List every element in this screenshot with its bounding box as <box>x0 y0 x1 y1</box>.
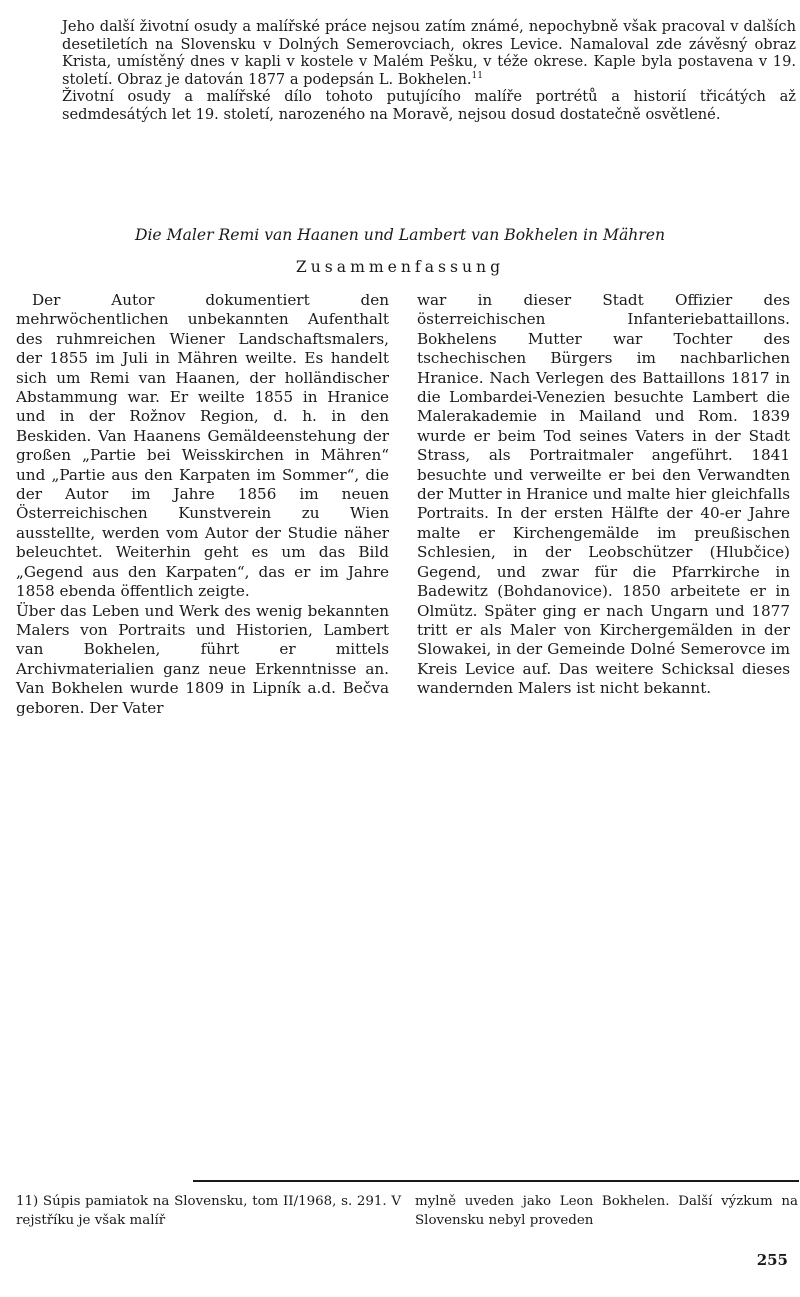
czech-paragraph-2: Životní osudy a malířské dílo tohoto putujícího malíře portrétů a historií třicátých až sedmdesátých let 19. století, narozeného na Moravě, nejsou dosud dostatečně osvětlené. <box>62 88 796 123</box>
czech-paragraph-1-text: Jeho další životní osudy a malířské práce nejsou zatím známé, nepochybně však pracoval v dalších desetiletích na Slovensku v Dolných Semerovciach, okres Levice. Namaloval zde závěsný obraz Krista, umístěný dnes v kapli v kostele v Malém Pešku, v téže okrese. Kaple byla postavena v 19. století. Obraz je datován 1877 a podepsán L. Bokhelen. <box>62 18 796 88</box>
summary-right-paragraph-1: war in dieser Stadt Offizier des österreichischen Infanteriebattaillons. Bokhelens Mutter war Tochter des tschechischen Bürgers im nachbarlichen Hranice. Nach Verlegen des Battaillons 1817 in die Lombardei-Venezien besuchte Lambert die Malerakademie in Mailand und Rom. 1839 wurde er beim Tod seines Vaters in der Stadt Strass, als Portraitmaler angeführt. 1841 besuchte und verweilte er bei den Verwandten der Mutter in Hranice und malte hier gleichfalls Portraits. In der ersten Hälfte der 40-er Jahre malte er Kirchengemälde im preußischen Schlesien, in der Leobschützer (Hlubčice) Gegend, und zwar für die Pfarrkirche in Badewitz (Bohdanovice). 1850 arbeitete er in Olmütz. Später ging er nach Ungarn und 1877 tritt er als Maler von Kirchergemälden in der Slowakei, in der Gemeinde Dolné Semerovce im Kreis Levice auf. Das weitere Schicksal dieses wandernden Malers ist nicht bekannt. <box>417 291 790 698</box>
czech-paragraph-1 <box>62 18 796 88</box>
summary-title: Die Maler Remi van Haanen und Lambert van Bokhelen in Mähren <box>134 226 666 244</box>
czech-text-block <box>62 18 796 124</box>
summary-left-paragraph-2: Über das Leben und Werk des wenig bekannten Malers von Portraits und Historien, Lambert van Bokhelen, führt er mittels Archivmaterialien ganz neue Erkenntnisse an. Van Bokhelen wurde 1809 in Lipník a.d. Bečva geboren. Der Vater <box>16 601 389 717</box>
footnote-divider <box>193 1180 799 1182</box>
summary-left-paragraph-1: Der Autor dokumentiert den mehrwöchentlichen unbekannten Aufenthalt des ruhmreichen Wiener Landschaftsmalers, der 1855 im Juli in Mähren weilte. Es handelt sich um Remi van Haanen, der holländischer Abstammung war. Er weilte 1855 in Hranice und in der Rožnov Region, d. h. in den Beskiden. Van Haanens Gemäldeenstehung der großen „Partie bei Weisskirchen in Mähren“ und „Partie aus den Karpaten im Sommer“, die der Autor im Jahre 1856 im neuen Österreichischen Kunstverein zu Wien ausstellte, werden vom Autor der Studie näher beleuchtet. Weiterhin geht es um das Bild „Gegend aus den Karpaten“, das er im Jahre 1858 ebenda öffentlich zeigte. <box>16 291 389 601</box>
footnote-left: 11) Súpis pamiatok na Slovensku, tom II/1968, s. 291. V rejstříku je však malíř <box>16 1194 401 1228</box>
summary-subtitle: Zusammenfassung <box>295 258 505 276</box>
summary-left-column <box>16 291 389 718</box>
footnote-ref: 11 <box>471 70 483 81</box>
footnote-right: mylně uveden jako Leon Bokhelen. Další výzkum na Slovensku nebyl proveden <box>415 1194 798 1228</box>
summary-right-column <box>417 291 790 699</box>
page-number: 255 <box>756 1251 788 1269</box>
